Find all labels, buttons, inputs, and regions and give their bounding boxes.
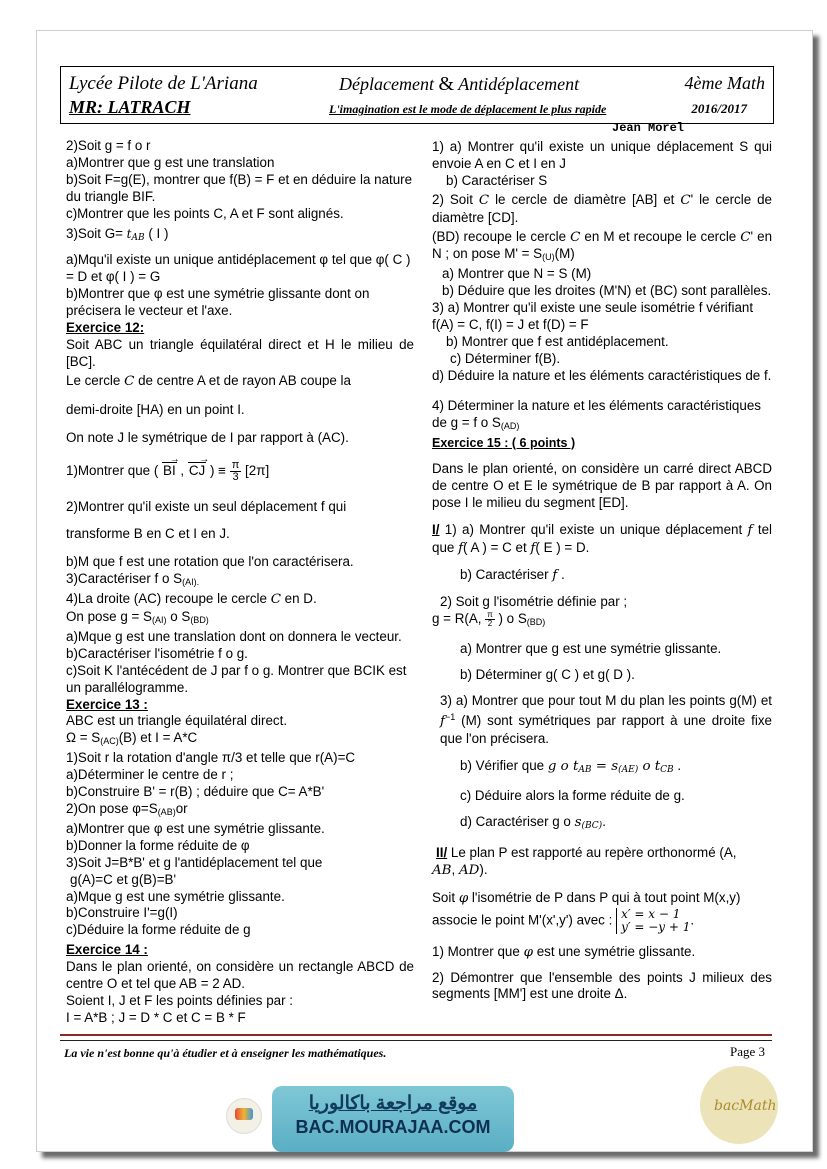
- left-column: [66, 138, 414, 1027]
- text-line: d) Déduire la nature et les éléments caractéristiques de f.: [432, 367, 772, 383]
- text-line: Soit ABC un triangle équilatéral direct et H le milieu de [BC].: [66, 336, 414, 369]
- text-line: 1) a) Montrer qu'il existe un unique déplacement S qui envoie A en C et I en J: [432, 139, 772, 171]
- school-year: 2016/2017: [691, 101, 747, 116]
- text-line: b) Déduire que les droites (M'N) et (BC) sont parallèles.: [442, 283, 772, 299]
- exercise-15-title: Exercice 15 : ( 6 points ): [432, 435, 576, 450]
- text-line: 2) Démontrer que l'ensemble des points J milieux des segments [MM'] est une droite Δ.: [432, 969, 772, 1002]
- text-line: II/ Le plan P est rapporté au repère orthonormé (A,: [436, 844, 737, 860]
- text-line: a)Mque g est une symétrie glissante.: [66, 888, 285, 904]
- header-quote: L'imagination est le mode de déplacement le plus rapide: [329, 102, 607, 116]
- text-line: b)M que f est une rotation que l'on caractérisera.: [66, 554, 354, 570]
- text-line: 1) Montrer que φ est une symétrie glissante.: [432, 943, 696, 960]
- text-line: On pose $g = S_{(AI)}$ o $S_{(BD)}$: [66, 609, 209, 626]
- text-line: c) Déduire alors la forme réduite de g.: [460, 788, 685, 804]
- text-line: transforme B en C et I en J.: [66, 526, 230, 542]
- text-line: $\Omega = S_{(AC)}(B)$ et I = A*C: [66, 730, 198, 747]
- text-line: a)Déterminer le centre de r ;: [66, 767, 234, 783]
- chapter-title: Déplacement & Antidéplacement: [339, 73, 580, 95]
- text-line: Dans le plan orienté, on considère un carré direct ABCD de centre O et E le symétrique de B par rapport à A. On pose I le milieu du segment [ED].: [432, 461, 772, 511]
- watermark-arabic: موقع مراجعة باكالوريا: [308, 1093, 478, 1114]
- text-line: Soient I, J et F les points définies par :: [66, 992, 294, 1008]
- text-line: 3)Soit J=B*B' et g l'antidéplacement tel que: [66, 854, 323, 870]
- text-line: b) Montrer que f est antidéplacement.: [446, 333, 669, 349]
- text-line: b) Caractériser f .: [460, 566, 565, 583]
- text-line: (BD) recoupe le cercle C en M et recoupe le cercle C' en N ; on pose $M' = S_{(U)}(M)$: [432, 228, 773, 263]
- text-line: b) Vérifier que g o $t_{AB} = s_{(AE)}$ o $t_{CB}$ .: [460, 758, 682, 776]
- text-line: 4) Déterminer la nature et les éléments caractéristiques de g = f o $S_{(AD)}$: [432, 397, 761, 431]
- quote-author: Jean Morel: [612, 121, 685, 135]
- footer-divider: [60, 1034, 772, 1041]
- text-line: c)Soit K l'antécédent de J par f o g. Montrer que BCIK est un parallélogramme.: [66, 662, 407, 695]
- text-line: c) Déterminer f(B).: [450, 350, 561, 366]
- page-header: [60, 66, 774, 124]
- text-line: 1)Soit r la rotation d'angle π/3 et telle que r(A)=C: [66, 750, 356, 766]
- text-line: b)Montrer que φ est une symétrie glissante dont on précisera le vecteur et l'axe.: [66, 286, 370, 319]
- right-column: [432, 139, 772, 1003]
- text-line: On note J le symétrique de I par rapport à (AC).: [66, 429, 349, 445]
- text-line: 4)La droite (AC) recoupe le cercle C en D.: [66, 591, 317, 608]
- text-line: I = A*B ; J = D * C et C = B * F: [66, 1009, 246, 1025]
- text-line: demi-droite [HA) en un point I.: [66, 401, 245, 417]
- watermark-banner[interactable]: [272, 1086, 514, 1152]
- text-line: 2)Montrer qu'il existe un seul déplacement f qui: [66, 498, 347, 514]
- text-line: I/ 1) a) Montrer qu'il existe un unique déplacement f tel que f( A ) = C et f( E ) = D.: [432, 522, 773, 557]
- text-line: b)Soit F=g(E), montrer que f(B) = F et en déduire la nature du triangle BIF.: [66, 171, 413, 204]
- text-line: a)Mque g est une translation dont on donnera le vecteur.: [66, 628, 402, 644]
- text-line: 2) Soit C le cercle de diamètre [AB] et C' le cercle de diamètre [CD].: [432, 191, 772, 225]
- text-line: b)Donner la forme réduite de φ: [66, 837, 250, 853]
- exercise-13-title: Exercice 13 :: [66, 696, 148, 712]
- text-line: associe le point M'(x',y') avec : x′ = x − 1 y′ = −y + 1.: [432, 906, 695, 934]
- text-line: a)Montrer que g est une translation: [66, 154, 275, 170]
- text-line: 2)Soit g = f o r: [66, 138, 151, 153]
- text-line: 2) Soit g l'isométrie définie par ;: [440, 593, 628, 609]
- text-line: 3) a) Montrer qu'il existe une seule isométrie f vérifiant f(A) = C, f(I) = J et f(D) = F: [432, 300, 754, 333]
- text-line: 3) a) Montrer que pour tout M du plan les points g(M) et $f^{-1}$ (M) sont symétriques par rapport à une droite fixe que l'on précisera.: [440, 692, 772, 747]
- text-line: a)Montrer que φ est une symétrie glissante.: [66, 820, 325, 836]
- bacmath-logo-icon: bacMath: [700, 1066, 778, 1144]
- text-line: 3)Soit $G= t_{AB}$ ( I ): [66, 225, 169, 243]
- text-line: AB, AD).: [432, 861, 488, 878]
- text-line: b) Caractériser S: [446, 172, 548, 188]
- text-line: a) Montrer que N = S (M): [442, 266, 592, 282]
- text-line: ABC est un triangle équilatéral direct.: [66, 713, 288, 729]
- text-line: g = R(A, $\frac{\pi}{2}$ ) o $S_{(BD)}$: [432, 609, 546, 628]
- text-line: b)Construire B' = r(B) ; déduire que C= A*B': [66, 784, 325, 800]
- class-level: 4ème Math: [684, 73, 765, 93]
- text-line: a)Mqu'il existe un unique antidéplacement φ tel que φ( C ) = D et φ( I ) = G: [66, 252, 411, 285]
- page-number: Page 3: [730, 1044, 766, 1059]
- text-line: g(A)=C et g(B)=B': [70, 871, 177, 887]
- exercise-12-title: Exercice 12:: [66, 320, 145, 336]
- school-name: Lycée Pilote de L'Ariana: [69, 73, 258, 94]
- text-line: c)Déduire la forme réduite de g: [66, 922, 251, 938]
- text-line: a) Montrer que g est une symétrie glissante.: [460, 640, 722, 656]
- text-line: Dans le plan orienté, on considère un rectangle ABCD de centre O et tel que AB = 2 AD.: [66, 959, 414, 992]
- text-line: b)Construire I'=g(I): [66, 905, 178, 921]
- text-line: 2)On pose $\varphi=S_{(AB)}or$: [66, 801, 188, 817]
- text-line: Le cercle C de centre A et de rayon AB coupe la: [66, 372, 351, 389]
- text-line: Soit φ l'isométrie de P dans P qui à tout point M(x,y): [432, 889, 741, 906]
- author-name: MR: LATRACH: [69, 97, 191, 117]
- text-line: d) Caractériser g o $s_{(BC)}$.: [460, 814, 606, 832]
- footer-motto: La vie n'est bonne qu'à étudier et à enseigner les mathématiques.: [64, 1046, 387, 1060]
- text-line: b)Caractériser l'isométrie f o g.: [66, 645, 248, 661]
- watermark-url[interactable]: BAC.MOURAJAA.COM: [295, 1117, 491, 1137]
- text-line: 3)Caractériser f o $S_{(AI).}$: [66, 571, 200, 588]
- text-line: b) Déterminer g( C ) et g( D ).: [460, 666, 635, 682]
- site-logo-icon: [226, 1098, 262, 1134]
- text-line: 1)Montrer que ( BI → , CJ → ) ≡ $\frac{\pi}{3}$ [2π]: [66, 460, 414, 483]
- exercise-14-title: Exercice 14 :: [66, 942, 148, 958]
- text-line: c)Montrer que les points C, A et F sont alignés.: [66, 205, 344, 221]
